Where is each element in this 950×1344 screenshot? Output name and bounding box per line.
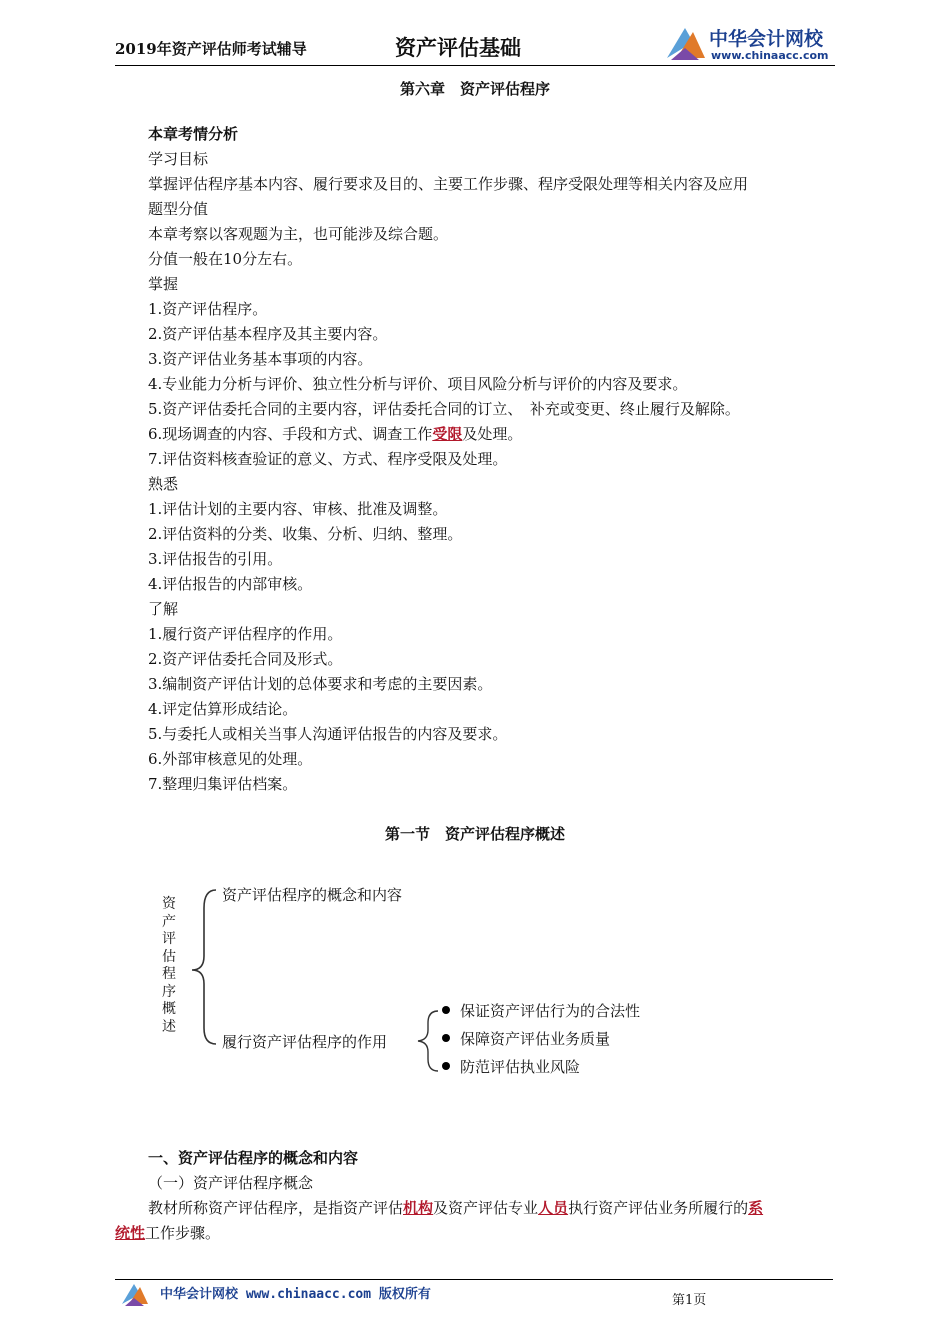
analysis-heading: 本章考情分析 <box>148 125 239 143</box>
list-item-text: 及处理。 <box>462 425 523 443</box>
page-header <box>115 20 835 66</box>
keyword-link[interactable]: 人员 <box>538 1199 569 1217</box>
footer-logo-icon <box>120 1280 160 1308</box>
list-item: 7.评估资料核查验证的意义、方式、程序受限及处理。 <box>148 450 508 468</box>
familiar-label: 熟悉 <box>148 475 179 493</box>
concept-diagram <box>150 878 670 1088</box>
section-heading: 一、资产评估程序的概念和内容 <box>148 1149 359 1167</box>
section-title: 第一节 资产评估程序概述 <box>384 825 565 843</box>
paragraph-line <box>115 1196 837 1221</box>
list-item: 2.资产评估基本程序及其主要内容。 <box>148 325 388 343</box>
list-item: 7.整理归集评估档案。 <box>148 775 298 793</box>
diagram-branch-role: 履行资产评估程序的作用 <box>222 1033 388 1051</box>
footer-copyright: 中华会计网校 www.chinaacc.com 版权所有 <box>160 1287 431 1302</box>
list-item: 4.评定估算形成结论。 <box>148 700 298 718</box>
master-label: 掌握 <box>148 275 179 293</box>
main-brace <box>192 890 216 1044</box>
list-item: 3.资产评估业务基本事项的内容。 <box>148 350 373 368</box>
keyword-link[interactable]: 系 <box>748 1199 764 1217</box>
list-item: 5.与委托人或相关当事人沟通评估报告的内容及要求。 <box>148 725 508 743</box>
list-item: 3.编制资产评估计划的总体要求和考虑的主要因素。 <box>148 675 493 693</box>
list-item-text: 6.现场调查的内容、手段和方式、调查工作 <box>148 425 433 443</box>
header-exam-title: 2019年资产评估师考试辅导 <box>115 40 307 58</box>
score-text: 本章考察以客观题为主，也可能涉及综合题。 <box>148 225 449 243</box>
page-number: 第1页 <box>672 1293 707 1308</box>
bullet-icon <box>442 1006 450 1014</box>
score-label: 题型分值 <box>148 200 209 218</box>
logo-name: 中华会计网校 <box>709 28 824 50</box>
diagram-bullet <box>442 1000 640 1021</box>
logo-url: www.chinaacc.com <box>711 49 829 62</box>
paragraph-text: 及资产评估专业 <box>433 1199 539 1217</box>
bullet-icon <box>442 1034 450 1042</box>
list-item: 5.资产评估委托合同的主要内容，评估委托合同的订立、 补充或变更、终止履行及解除。 <box>148 400 740 418</box>
diagram-branch-concept: 资产评估程序的概念和内容 <box>222 886 403 904</box>
chapter-analysis <box>148 122 838 797</box>
list-item: 1.资产评估程序。 <box>148 300 268 318</box>
header-subject-title: 资产评估基础 <box>395 36 521 60</box>
goal-text: 掌握评估程序基本内容、履行要求及目的、主要工作步骤、程序受限处理等相关内容及应用 <box>148 175 749 193</box>
list-item: 1.评估计划的主要内容、审核、批准及调整。 <box>148 500 448 518</box>
diagram-root-label: 资 产 评 估 程 序 概 述 <box>162 896 176 1035</box>
header-divider <box>115 65 835 66</box>
site-logo[interactable] <box>663 22 835 64</box>
list-item: 1.履行资产评估程序的作用。 <box>148 625 343 643</box>
keyword-link[interactable]: 机构 <box>403 1199 434 1217</box>
goal-label: 学习目标 <box>148 150 209 168</box>
sub-brace <box>418 1011 438 1071</box>
keyword-link[interactable]: 受限 <box>432 425 463 443</box>
paragraph-text: 执行资产评估业务所履行的 <box>568 1199 749 1217</box>
list-item: 2.评估资料的分类、收集、分析、归纳、整理。 <box>148 525 463 543</box>
diagram-bullet-text: 防范评估执业风险 <box>460 1058 581 1076</box>
understand-label: 了解 <box>148 600 179 618</box>
list-item: 6.外部审核意见的处理。 <box>148 750 313 768</box>
bullet-icon <box>442 1062 450 1070</box>
chapter-title: 第六章 资产评估程序 <box>399 80 550 98</box>
list-item: 3.评估报告的引用。 <box>148 550 283 568</box>
list-item: 4.评估报告的内部审核。 <box>148 575 313 593</box>
paragraph-text: 教材所称资产评估程序，是指资产评估 <box>148 1199 404 1217</box>
diagram-bullet <box>442 1056 580 1077</box>
paragraph-line <box>115 1221 837 1246</box>
diagram-bullet <box>442 1028 610 1049</box>
section-body <box>115 1146 837 1246</box>
subsection-heading: （一）资产评估程序概念 <box>148 1174 314 1192</box>
list-item <box>148 422 838 447</box>
score-text: 分值一般在10分左右。 <box>148 250 303 268</box>
list-item: 4.专业能力分析与评价、独立性分析与评价、项目风险分析与评价的内容及要求。 <box>148 375 688 393</box>
keyword-link[interactable]: 统性 <box>115 1224 146 1242</box>
diagram-bullet-text: 保障资产评估业务质量 <box>460 1030 611 1048</box>
diagram-brackets <box>150 878 670 1088</box>
logo-triangle-icon <box>663 22 707 62</box>
footer-divider <box>115 1279 833 1280</box>
paragraph-text: 工作步骤。 <box>145 1224 221 1242</box>
list-item: 2.资产评估委托合同及形式。 <box>148 650 343 668</box>
diagram-bullet-text: 保证资产评估行为的合法性 <box>460 1002 641 1020</box>
